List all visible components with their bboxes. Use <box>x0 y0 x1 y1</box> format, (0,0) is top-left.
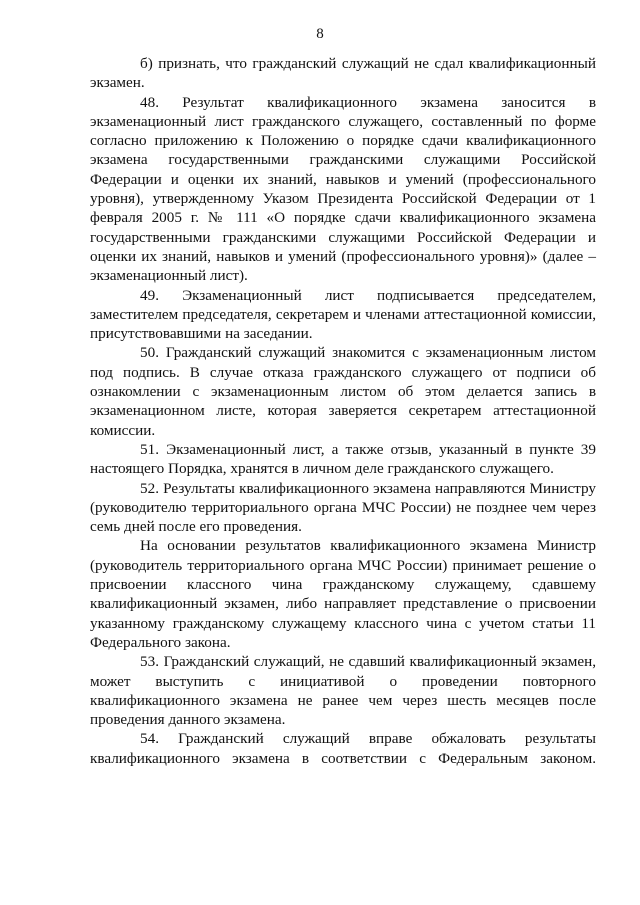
paragraph-52: 52. Результаты квалификационного экзамена направляются Министру (руководителю территориального органа МЧС России) не позднее чем через семь дней после его проведения. <box>90 479 596 536</box>
paragraph-48: 48. Результат квалификационного экзамена заносится в экзаменационный лист гражданского служащего, составленный по форме согласно приложению к Положению о порядке сдачи квалификационного экзамена государственными гражданскими служащими Российской Федерации и оценки их знаний, навыков и умений (профессионального уровня), утвержденному Указом Президента Российской Федерации от 1 февраля 2005 г. № 111 «О порядке сдачи квалификационного экзамена государственными гражданскими служащими Российской Федерации и оценки их знаний, навыков и умений (профессионального уровня)» (далее – экзаменационный лист). <box>90 93 596 285</box>
paragraph-item-b: б) признать, что гражданский служащий не сдал квалификационный экзамен. <box>90 55 596 92</box>
paragraph-50: 50. Гражданский служащий знакомится с экзаменационным листом под подпись. В случае отказа гражданского служащего от подписи об ознакомлении с экзаменационным листом об этом делается запись в экзаменационном листе, которая заверяется секретарем аттестационной комиссии. <box>90 344 596 439</box>
paragraph-53: 53. Гражданский служащий, не сдавший квалификационный экзамен, может выступить с инициативой о проведении повторного квалификационного экзамена не ранее чем через шесть месяцев после проведения данного экзамена. <box>90 653 596 729</box>
page-number: 8 <box>316 26 324 42</box>
paragraph-49: 49. Экзаменационный лист подписывается председателем, заместителем председателя, секретарем и членами аттестационной комиссии, присутствовавшими на заседании. <box>90 286 596 343</box>
paragraph-52-continued: На основании результатов квалификационного экзамена Министр (руководитель территориального органа МЧС России) принимает решение о присвоении классного чина гражданскому служащему, сдавшему квалификационный экзамен, либо направляет представление о присвоении указанному гражданскому служащему классного чина с учетом статьи 11 Федерального закона. <box>90 537 596 651</box>
document-body <box>90 54 596 768</box>
paragraph-51: 51. Экзаменационный лист, а также отзыв, указанный в пункте 39 настоящего Порядка, хранятся в личном деле гражданского служащего. <box>90 440 596 478</box>
paragraph-54: 54. Гражданский служащий вправе обжаловать результаты квалификационного экзамена в соответствии с Федеральным законом. <box>90 730 596 767</box>
